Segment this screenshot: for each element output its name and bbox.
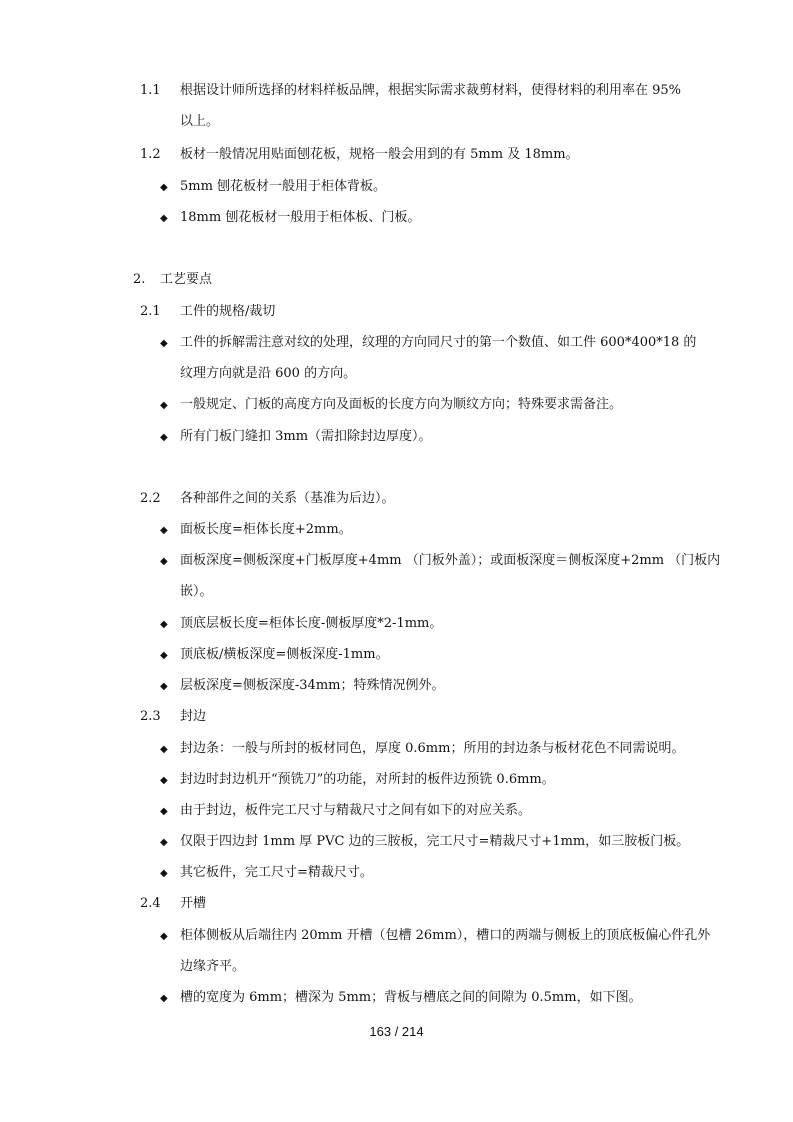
section-text-continued: 以上。 <box>180 114 220 129</box>
section-number: 2. <box>133 272 146 287</box>
diamond-bullet-icon: ◆ <box>160 650 168 661</box>
list-item-text: 封边条：一般与所封的板材同色，厚度 0.6mm；所用的封边条与板材花色不同需说明。 <box>180 741 685 756</box>
list-item-text: 18mm 刨花板材一般用于柜体板、门板。 <box>180 210 421 225</box>
section-number: 1.1 <box>140 83 161 98</box>
list-item-text: 其它板件，完工尺寸=精裁尺寸。 <box>180 865 373 880</box>
list-item-text: 面板长度=柜体长度+2mm。 <box>180 522 352 537</box>
section-title: 工艺要点 <box>160 272 213 287</box>
diamond-bullet-icon: ◆ <box>160 338 168 349</box>
diamond-bullet-icon: ◆ <box>160 432 168 443</box>
list-item-text: 5mm 刨花板材一般用于柜体背板。 <box>180 179 387 194</box>
section-text: 根据设计师所选择的材料样板品牌，根据实际需求裁剪材料，使得材料的利用率在 95% <box>180 83 682 98</box>
section-text: 封边 <box>180 709 207 724</box>
diamond-bullet-icon: ◆ <box>160 213 168 224</box>
list-item-text-continued: 边缘齐平。 <box>180 959 246 974</box>
section-number: 1.2 <box>140 147 161 162</box>
list-item-text: 层板深度=侧板深度-34mm；特殊情况例外。 <box>180 678 445 693</box>
diamond-bullet-icon: ◆ <box>160 837 168 848</box>
list-item-text: 封边时封边机开“预铣刀”的功能，对所封的板件边预铣 0.6mm。 <box>180 772 555 787</box>
diamond-bullet-icon: ◆ <box>160 525 168 536</box>
diamond-bullet-icon: ◆ <box>160 681 168 692</box>
list-item-text: 所有门板门缝扣 3mm（需扣除封边厚度）。 <box>180 429 432 444</box>
section-text: 开槽 <box>180 896 207 911</box>
section-text: 板材一般情况用贴面刨花板，规格一般会用到的有 5mm 及 18mm。 <box>180 147 579 162</box>
diamond-bullet-icon: ◆ <box>160 931 168 942</box>
diamond-bullet-icon: ◆ <box>160 993 168 1004</box>
list-item-text: 顶底板/横板深度=侧板深度-1mm。 <box>180 647 389 662</box>
section-number: 2.1 <box>140 304 161 319</box>
diamond-bullet-icon: ◆ <box>160 868 168 879</box>
page-number: 163 / 214 <box>369 1024 424 1039</box>
diamond-bullet-icon: ◆ <box>160 744 168 755</box>
list-item-text: 一般规定、门板的高度方向及面板的长度方向为顺纹方向；特殊要求需备注。 <box>180 397 623 412</box>
diamond-bullet-icon: ◆ <box>160 619 168 630</box>
diamond-bullet-icon: ◆ <box>160 775 168 786</box>
section-number: 2.3 <box>140 709 161 724</box>
diamond-bullet-icon: ◆ <box>160 556 168 567</box>
list-item-text: 面板深度=侧板深度+门板厚度+4mm （门板外盖）；或面板深度＝侧板深度+2mm （门板内 <box>180 553 721 568</box>
list-item-text-continued: 嵌）。 <box>180 584 213 599</box>
list-item-text: 槽的宽度为 6mm；槽深为 5mm；背板与槽底之间的间隙为 0.5mm，如下图。 <box>180 990 642 1005</box>
list-item-text-continued: 纹理方向就是沿 600 的方向。 <box>180 366 357 381</box>
diamond-bullet-icon: ◆ <box>160 806 168 817</box>
section-number: 2.2 <box>140 491 161 506</box>
diamond-bullet-icon: ◆ <box>160 182 168 193</box>
list-item-text: 工件的拆解需注意对纹的处理，纹理的方向同尺寸的第一个数值、如工件 600*400*18 的 <box>180 335 697 350</box>
section-number: 2.4 <box>140 896 161 911</box>
list-item-text: 柜体侧板从后端往内 20mm 开槽（包槽 26mm），槽口的两端与侧板上的顶底板偏心件孔外 <box>180 928 711 943</box>
section-text: 工件的规格/裁切 <box>180 304 276 319</box>
list-item-text: 仅限于四边封 1mm 厚 PVC 边的三胺板，完工尺寸=精裁尺寸+1mm，如三胺板门板。 <box>180 834 690 849</box>
section-text: 各种部件之间的关系（基准为后边）。 <box>180 491 395 506</box>
list-item-text: 顶底层板长度=柜体长度-侧板厚度*2-1mm。 <box>180 616 443 631</box>
diamond-bullet-icon: ◆ <box>160 400 168 411</box>
list-item-text: 由于封边，板件完工尺寸与精裁尺寸之间有如下的对应关系。 <box>180 803 532 818</box>
